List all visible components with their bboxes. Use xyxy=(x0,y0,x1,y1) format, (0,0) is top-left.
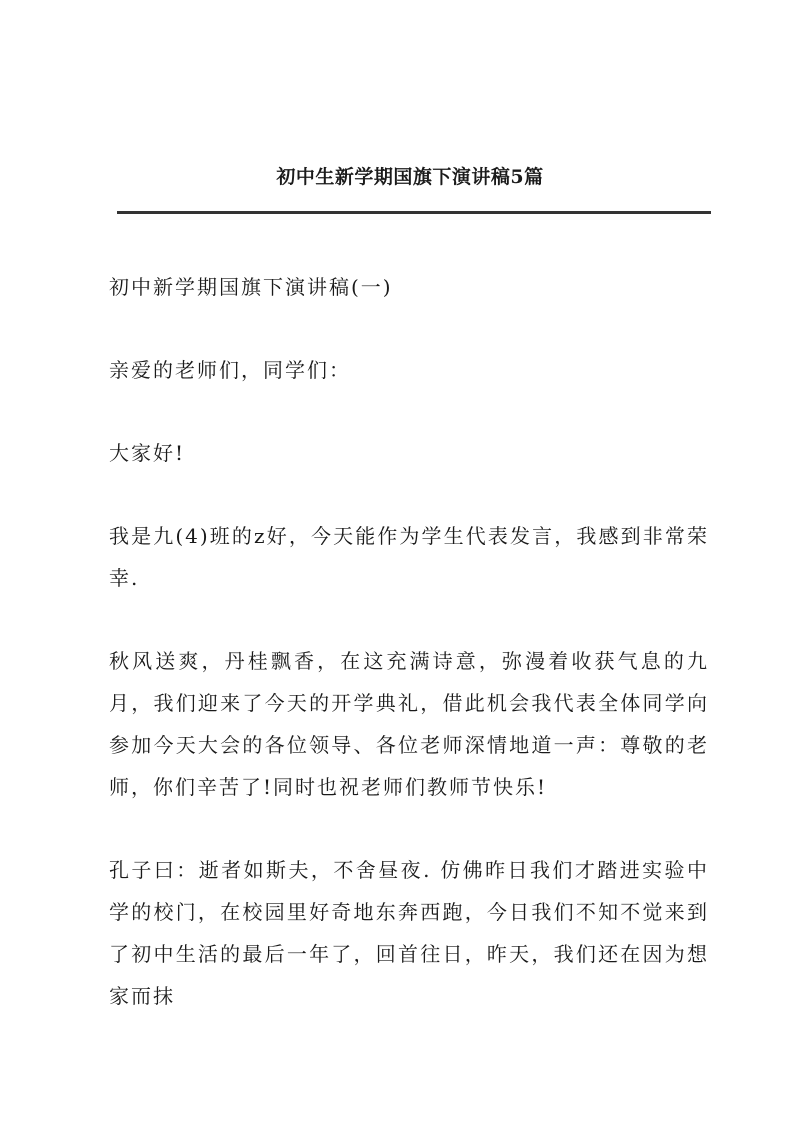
title-divider xyxy=(117,211,711,214)
document-body xyxy=(109,266,709,1058)
salutation: 亲爱的老师们，同学们： xyxy=(109,358,351,382)
greeting: 大家好! xyxy=(109,441,186,465)
body-paragraph: 秋风送爽，丹桂飘香，在这充满诗意，弥漫着收获气息的九月，我们迎来了今天的开学典礼，借此机会我代表全体同学向参加今天大会的各位领导、各位老师深情地道一声：尊敬的老师，你们辛苦了!同时也祝老师们教师节快乐! xyxy=(109,649,709,799)
document-title: 初中生新学期国旗下演讲稿5篇 xyxy=(276,166,544,188)
body-paragraph: 我是九(4)班的z好，今天能作为学生代表发言，我感到非常荣幸. xyxy=(109,524,709,590)
section-heading: 初中新学期国旗下演讲稿(一) xyxy=(109,275,393,299)
body-paragraph: 孔子曰：逝者如斯夫，不舍昼夜. 仿佛昨日我们才踏进实验中学的校门，在校园里好奇地东奔西跑，今日我们不知不觉来到了初中生活的最后一年了，回首往日，昨天，我们还在因为想家而抹 xyxy=(109,858,709,1008)
